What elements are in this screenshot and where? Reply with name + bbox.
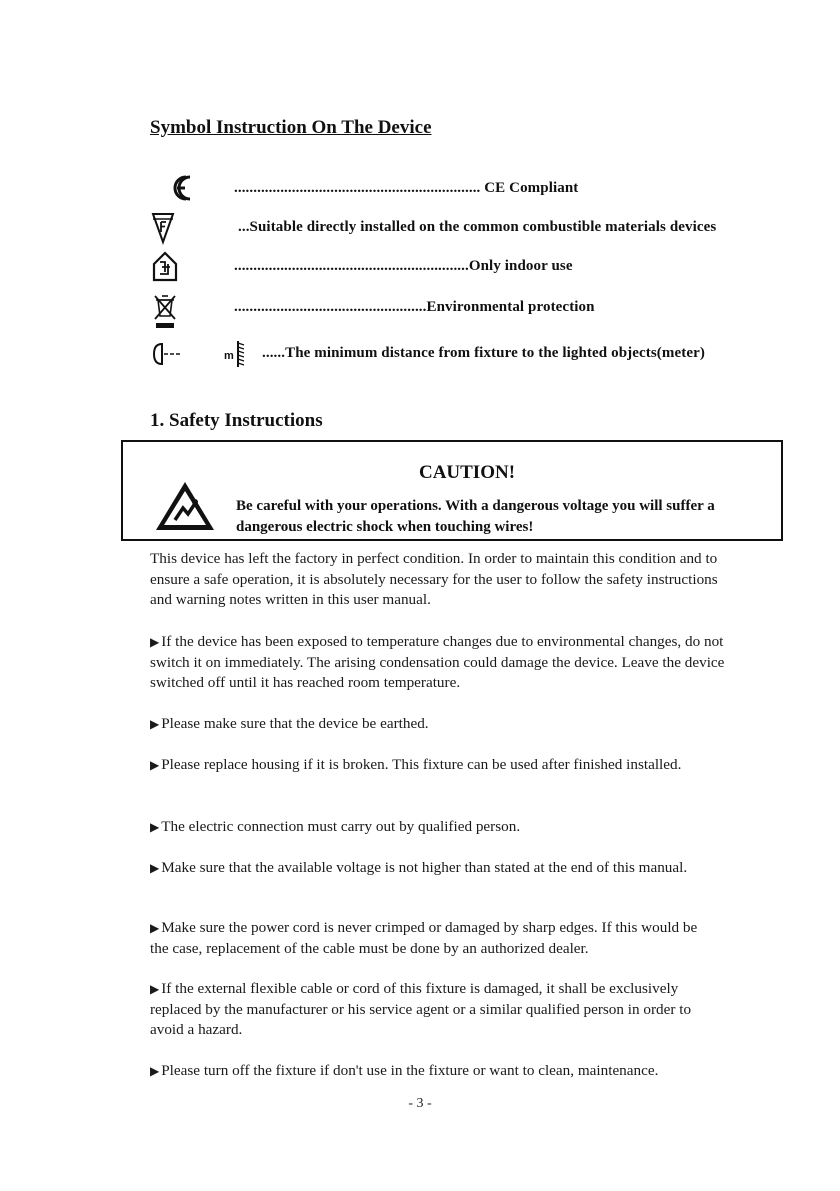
symbol-row-environment (150, 292, 790, 326)
electric-shock-warning-icon (153, 478, 217, 534)
caution-text: Be careful with your operations. With a dangerous voltage you will suffer a dangerous electric shock when touching wires! (236, 498, 715, 535)
symbol-row-indoor (150, 250, 790, 284)
crossed-bin-icon (150, 292, 206, 332)
bullet-item: ▶ The electric connection must carry out by qualified person. (150, 818, 521, 835)
pointer-arrow-icon: ▶ (150, 820, 160, 834)
pointer-arrow-icon: ▶ (150, 921, 160, 935)
caution-box (121, 440, 783, 541)
svg-text:m: m (224, 350, 234, 362)
pointer-arrow-icon: ▶ (150, 1064, 160, 1078)
symbol-text-ce: ................................................................ CE Compliant (234, 180, 579, 196)
bullet-item: ▶ Please make sure that the device be earthed. (150, 715, 429, 732)
safety-instructions-title: 1. Safety Instructions (150, 410, 323, 431)
ce-mark-icon (150, 172, 206, 206)
f-triangle-icon (150, 211, 206, 245)
bullet-item: ▶ Please replace housing if it is broken. This fixture can be used after finished installed. (150, 756, 682, 773)
caution-title: CAUTION! (418, 462, 516, 483)
symbol-text-distance: ......The minimum distance from fixture to the lighted objects(meter) (262, 345, 705, 361)
pointer-arrow-icon: ▶ (150, 982, 160, 996)
page-number: - 3 - (408, 1096, 432, 1111)
symbol-row-ce (150, 172, 790, 206)
bullet-item: ▶ Please turn off the fixture if don't use in the fixture or want to clean, maintenance. (150, 1062, 659, 1079)
bullet-item: ▶ If the external flexible cable or cord of this fixture is damaged, it shall be exclusively replaced by the manufacturer or his service agent or a similar qualified person in order to avoid a hazard. (150, 980, 692, 1038)
bullet-item: ▶ If the device has been exposed to temperature changes due to environmental changes, do not switch it on immediately. The arising condensation could damage the device. Leave the device switched off until it has reached room temperature. (150, 633, 725, 691)
safety-intro: This device has left the factory in perfect condition. In order to maintain this condition and to ensure a safe operation, it is absolutely necessary for the user to follow the safety instructions and warning notes written in this user manual. (150, 550, 718, 608)
symbol-instruction-title: Symbol Instruction On The Device (150, 117, 432, 138)
symbol-text-combustible: ...Suitable directly installed on the common combustible materials devices (238, 219, 717, 235)
bullet-item: ▶ Make sure the power cord is never crimped or damaged by sharp edges. If this would be the case, replacement of the cable must be done by an authorized dealer. (150, 919, 698, 957)
bullet-item: ▶ Make sure that the available voltage is not higher than stated at the end of this manual. (150, 859, 688, 876)
distance-meter-icon (150, 337, 260, 371)
symbol-text-environment: ..................................................Environmental protection (234, 299, 595, 315)
symbol-row-combustible (150, 211, 790, 245)
pointer-arrow-icon: ▶ (150, 861, 160, 875)
pointer-arrow-icon: ▶ (150, 717, 160, 731)
pointer-arrow-icon: ▶ (150, 758, 160, 772)
indoor-house-icon (150, 250, 206, 284)
symbol-row-distance (150, 337, 790, 371)
pointer-arrow-icon: ▶ (150, 635, 160, 649)
symbol-text-indoor: .............................................................Only indoor use (234, 258, 573, 274)
